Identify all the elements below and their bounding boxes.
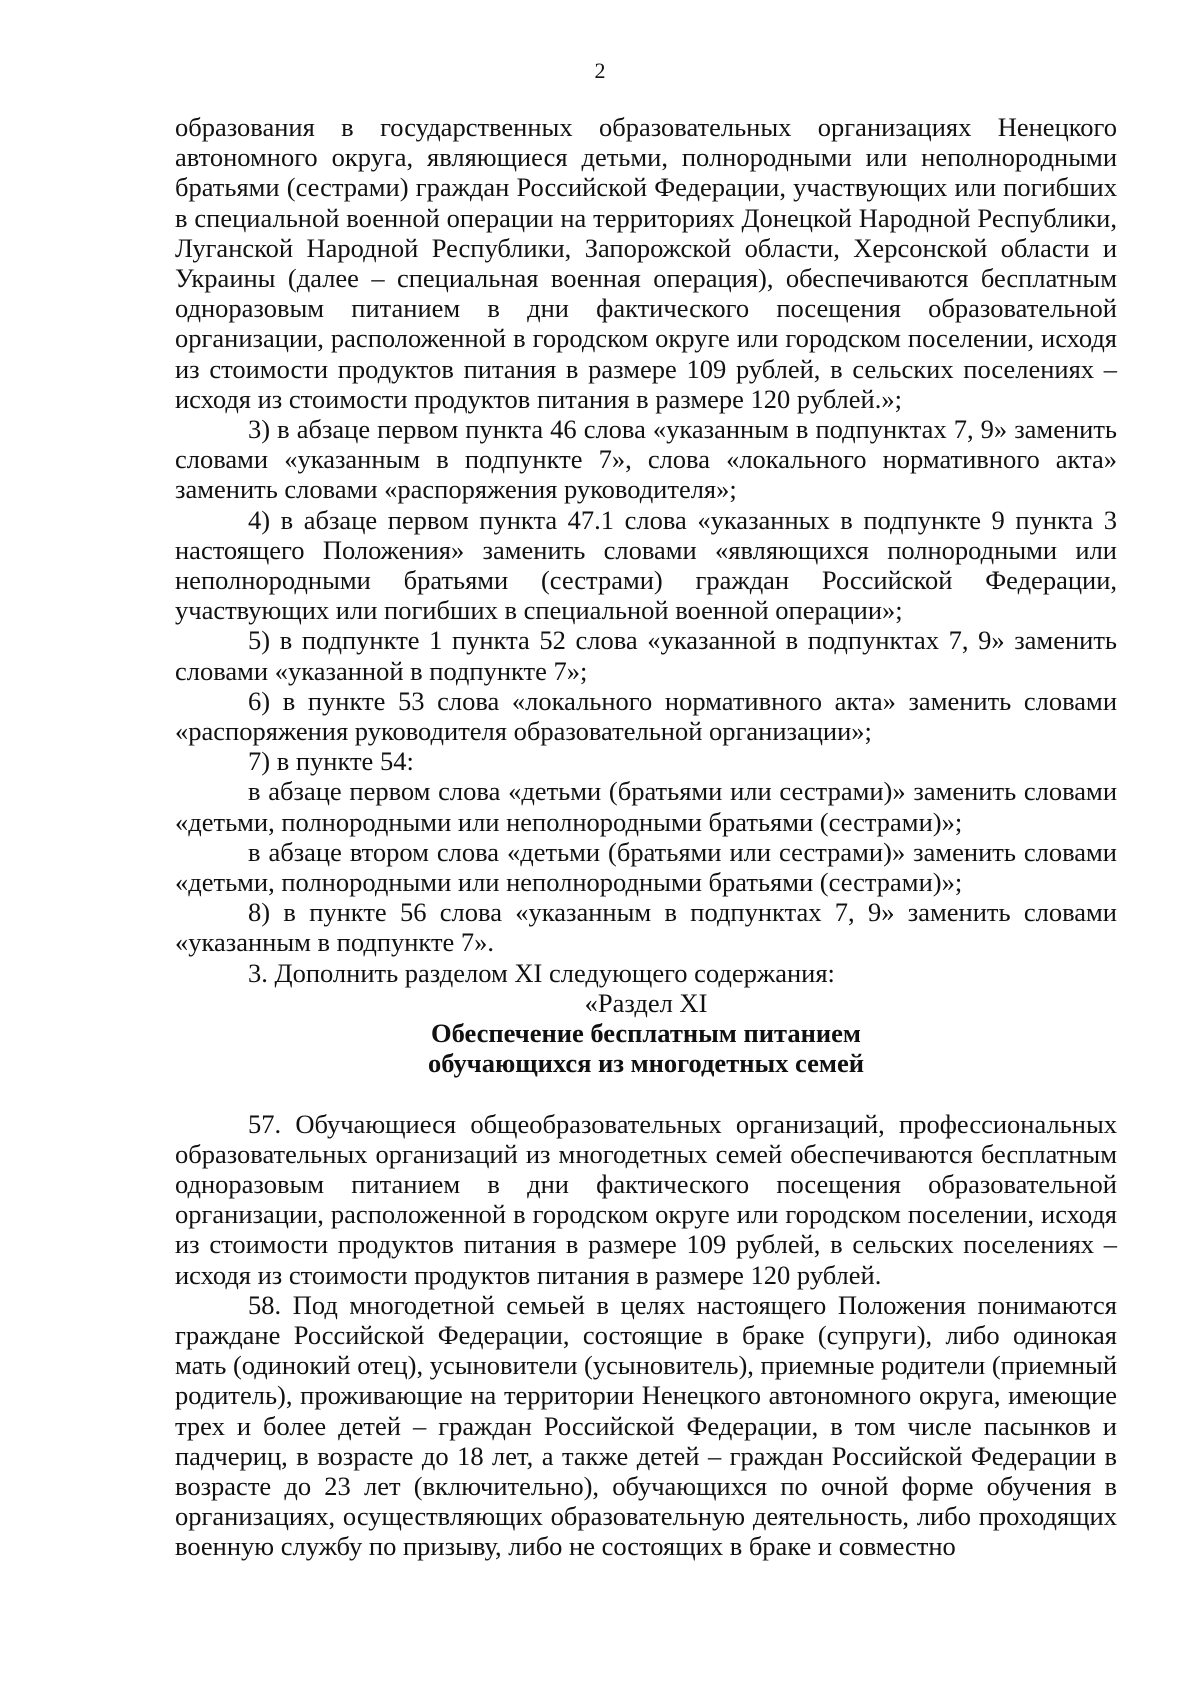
paragraph-continuation: образования в государственных образовательных организациях Ненецкого автономного округа, являющиеся детьми, полнородными или неполнородными братьями (сестрами) граждан Российской Федерации, участвующих или погибших в специальной военной операции на территориях Донецкой Народной Республики, Луганской Народной Республики, Запорожской области, Херсонской области и Украины (далее – специальная военная операция), обеспечиваются бесплатным одноразовым питанием в дни фактического посещения образовательной организации, расположенной в городском округе или городском поселении, исходя из стоимости продуктов питания в размере 109 рублей, в сельских поселениях – исходя из стоимости продуктов питания в размере 120 рублей.»; [175, 112, 1117, 414]
paragraph-item-4: 4) в абзаце первом пункта 47.1 слова «указанных в подпункте 9 пункта 3 настоящего Положения» заменить словами «являющихся полнородными или неполнородными братьями (сестрами) граждан Российской Федерации, участвующих или погибших в специальной военной операции»; [175, 504, 1117, 626]
section-label: «Раздел XI [584, 987, 708, 1018]
paragraph-58: 58. Под многодетной семьей в целях настоящего Положения понимаются граждане Российской Федерации, состоящие в браке (супруги), либо одинокая мать (одинокий отец), усыновители (усыновитель), приемные родители (приемный родитель), проживающие на территории Ненецкого автономного округа, имеющие трех и более детей – граждан Российской Федерации, в том числе пасынков и падчериц, в возрасте до 18 лет, а также детей – граждан Российской Федерации в возрасте до 23 лет (включительно), обучающихся по очной форме обучения в организациях, осуществляющих образовательную деятельность, либо проходящих военную службу по призыву, либо не состоящих в браке и совместно [175, 1289, 1117, 1562]
paragraph-57: 57. Обучающиеся общеобразовательных организаций, профессиональных образовательных организаций из многодетных семей обеспечиваются бесплатным одноразовым питанием в дни фактического посещения образовательной организации, расположенной в городском округе или городском поселении, исходя из стоимости продуктов питания в размере 109 рублей, в сельских поселениях – исходя из стоимости продуктов питания в размере 120 рублей. [175, 1108, 1117, 1290]
paragraph-item-7-first: в абзаце первом слова «детьми (братьями или сестрами)» заменить словами «детьми, полнородными или неполнородными братьями (сестрами)»; [175, 776, 1117, 837]
paragraph-item-3: 3) в абзаце первом пункта 46 слова «указанным в подпунктах 7, 9» заменить словами «указанным в подпункте 7», слова «локального нормативного акта» заменить словами «распоряжения руководителя»; [175, 414, 1117, 505]
paragraph-item-5: 5) в подпункте 1 пункта 52 слова «указанной в подпунктах 7, 9» заменить словами «указанной в подпункте 7»; [175, 625, 1117, 686]
section-title-line-1: Обеспечение бесплатным питанием [431, 1018, 861, 1049]
paragraph-item-7: 7) в пункте 54: [248, 746, 414, 777]
paragraph-item-6: 6) в пункте 53 слова «локального нормативного акта» заменить словами «распоряжения руководителя образовательной организации»; [175, 685, 1117, 747]
paragraph-item-7-second: в абзаце втором слова «детьми (братьями или сестрами)» заменить словами «детьми, полнородными или неполнородными братьями (сестрами)»; [175, 836, 1117, 898]
page-number: 2 [594, 58, 606, 83]
section-title-line-2: обучающихся из многодетных семей [428, 1048, 864, 1079]
paragraph-item-8: 8) в пункте 56 слова «указанным в подпунктах 7, 9» заменить словами «указанным в подпункте 7». [175, 897, 1117, 958]
document-body [175, 112, 1117, 1562]
paragraph-section-intro: 3. Дополнить разделом XI следующего содержания: [248, 957, 835, 988]
